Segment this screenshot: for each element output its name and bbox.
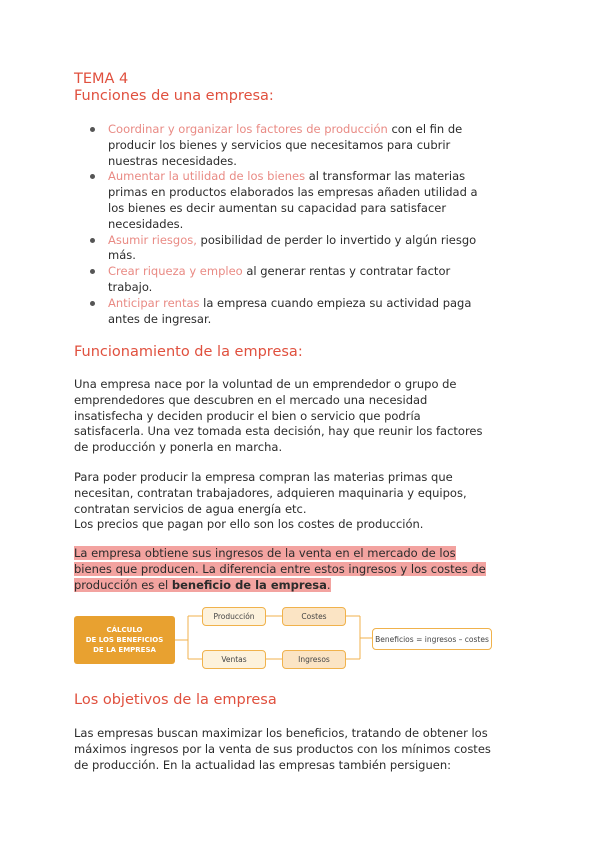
- bullet-dot: [90, 269, 95, 274]
- costes-box: Costes: [282, 607, 346, 626]
- ingresos-box: Ingresos: [282, 650, 346, 669]
- list-item: Coordinar y organizar los factores de producción con el fin de producir los bienes y servicios que necesitamos para cubrir nuestras necesidades.: [88, 122, 508, 169]
- calc-box: CÁLCULO DE LOS BENEFICIOS DE LA EMPRESA: [74, 616, 175, 664]
- list-item: Anticipar rentas la empresa cuando empieza su actividad paga antes de ingresar.: [88, 296, 508, 328]
- bullet-dot: [90, 301, 95, 306]
- paragraph-objetivos: Las empresas buscan maximizar los beneficios, tratando de obtener los máximos ingresos por la venta de sus productos con los mínimos costes de producción. En la actualidad las empresas también persiguen:: [74, 726, 491, 772]
- section-heading-funcionamiento: Funcionamiento de la empresa:: [74, 344, 303, 360]
- beneficios-formula-box: Beneficios = ingresos – costes: [372, 628, 492, 650]
- ventas-box: Ventas: [202, 650, 266, 669]
- bullet-dot: [90, 174, 95, 179]
- list-item: Asumir riesgos, posibilidad de perder lo invertido y algún riesgo más.: [88, 233, 508, 265]
- beneficio-bold: beneficio de la empresa: [171, 577, 327, 592]
- paragraph-funcionamiento-2: Para poder producir la empresa compran las materias primas que necesitan, contratan trabajadores, adquieren maquinaria y equipos, contratan servicios de agua energía etc. Los precios que pagan por ello son los costes de producción.: [74, 470, 467, 532]
- page-title: Funciones de una empresa:: [74, 88, 274, 104]
- functions-list: [88, 122, 508, 327]
- profit-diagram: [74, 604, 494, 672]
- section-heading-objetivos: Los objetivos de la empresa: [74, 692, 277, 708]
- produccion-box: Producción: [202, 607, 266, 626]
- bullet-dot: [90, 127, 95, 132]
- paragraph-funcionamiento-1: Una empresa nace por la voluntad de un emprendedor o grupo de emprendedores que descubren en el mercado una necesidad insatisfecha y deciden producir el bien o servicio que podría satisfacerla. Una vez tomada esta decisión, hay que reunir los factores de producción y ponerla en marcha.: [74, 377, 483, 455]
- bullet-dot: [90, 238, 95, 243]
- highlighted-paragraph: La empresa obtiene sus ingresos de la venta en el mercado de los bienes que producen. La diferencia entre estos ingresos y los costes de producción es el beneficio de la empresa.: [74, 546, 486, 592]
- tema-label: TEMA 4: [74, 71, 129, 87]
- list-item: Aumentar la utilidad de los bienes al transformar las materias primas en productos elaborados las empresas añaden utilidad a los bienes es decir aumentan su capacidad para satisfacer necesidades.: [88, 169, 508, 232]
- list-item: Crear riqueza y empleo al generar rentas y contratar factor trabajo.: [88, 264, 508, 296]
